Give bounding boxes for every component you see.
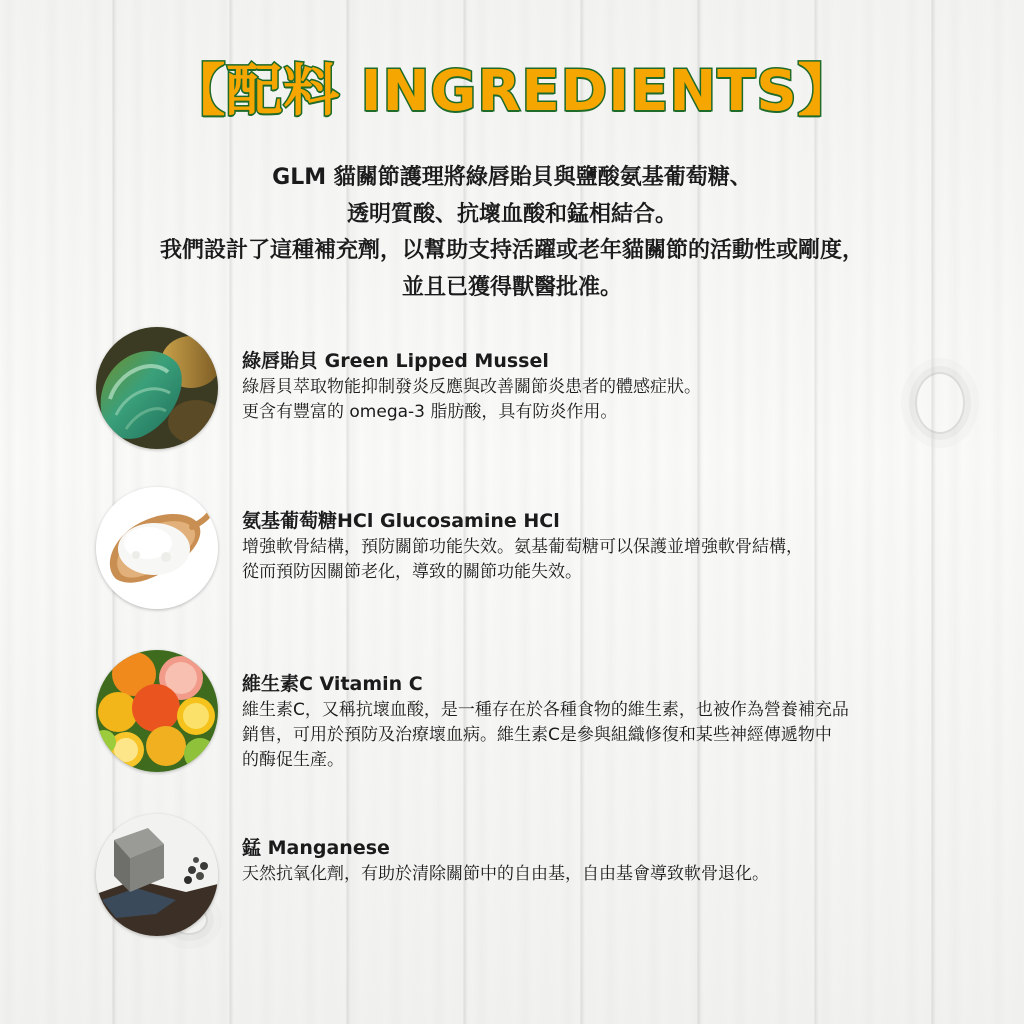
page-title-text: 【配料 INGREDIENTS】 (169, 59, 855, 124)
ingredient-item-mussel (96, 327, 976, 457)
ingredient-name: 錳 Manganese (242, 837, 390, 859)
page-title (0, 52, 1024, 132)
intro-line: 我們設計了這種補充劑，以幫助支持活躍或老年貓關節的活動性或剛度， (159, 238, 864, 263)
mussel-photo (96, 327, 218, 449)
ingredient-text (242, 834, 972, 887)
ingredient-name: 維生素C Vitamin C (242, 673, 423, 695)
intro-paragraph (62, 160, 962, 306)
intro-line: 透明質酸、抗壞血酸和錳相結合。 (346, 201, 677, 227)
description-line: 維生素C，又稱抗壞血酸，是一種存在於各種食物的維生素，也被作為營養補充品 (242, 700, 849, 720)
description-line: 更含有豐富的 omega-3 脂肪酸，具有防炎作用。 (242, 402, 618, 422)
citrus-fruits-photo (96, 650, 218, 772)
ingredient-item-glucosamine (96, 487, 976, 617)
ingredient-text (242, 507, 972, 585)
description-line: 增強軟骨結構，預防關節功能失效。氨基葡萄糖可以保護並增強軟骨結構， (242, 537, 803, 557)
ingredient-description (242, 535, 972, 585)
intro-line: 並且已獲得獸醫批准。 (401, 274, 622, 300)
ingredient-description (242, 375, 972, 425)
description-line: 銷售，可用於預防及治療壞血病。維生素C是參與組織修復和某些神經傳遞物中 (242, 725, 832, 745)
glucosamine-powder-photo (96, 487, 218, 609)
ingredient-text (242, 670, 972, 773)
intro-line: GLM 貓關節護理將綠唇貽貝與鹽酸氨基葡萄糖、 (272, 165, 752, 190)
ingredient-name: 氨基葡萄糖HCl Glucosamine HCl (242, 510, 560, 532)
ingredient-description (242, 862, 972, 887)
ingredient-name: 綠唇貽貝 Green Lipped Mussel (242, 350, 549, 372)
description-line: 從而預防因關節老化，導致的關節功能失效。 (242, 562, 582, 582)
ingredient-item-vitamin-c (96, 650, 976, 780)
ingredient-description (242, 698, 972, 773)
ingredient-item-manganese (96, 814, 976, 944)
manganese-metal-photo (96, 814, 218, 936)
ingredient-text (242, 347, 972, 425)
description-line: 天然抗氧化劑，有助於清除關節中的自由基，自由基會導致軟骨退化。 (242, 864, 769, 884)
description-line: 的酶促生產。 (242, 750, 344, 770)
description-line: 綠唇貝萃取物能抑制發炎反應與改善關節炎患者的體感症狀。 (242, 377, 701, 397)
